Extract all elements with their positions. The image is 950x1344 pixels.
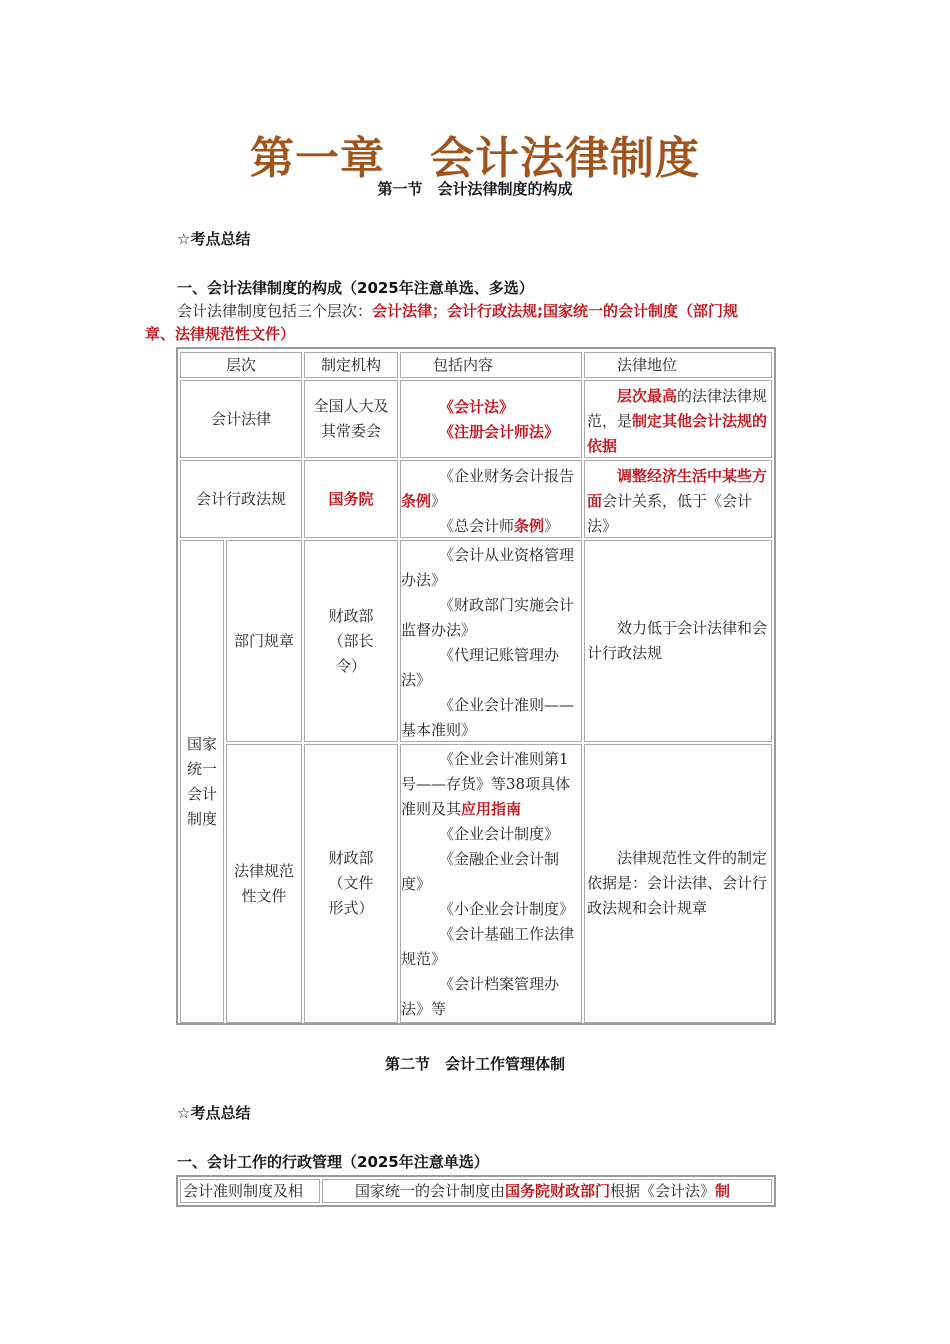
group-label-unified-system: 国家统一会计制度 <box>180 540 224 1023</box>
row3-content-item: 《代理记账管理办法》 <box>401 646 560 689</box>
legal-system-table <box>176 347 776 1025</box>
row2-content-a-end: 》 <box>431 492 447 510</box>
row3-level: 部门规章 <box>226 540 302 742</box>
row1-level: 会计法律 <box>180 380 302 458</box>
section-heading-1: 第一节 会计法律制度的构成 <box>377 180 573 198</box>
row1-status-plain: 的法律法律规范，是 <box>587 387 768 430</box>
row2-content-a-red: 条例 <box>401 492 432 510</box>
intro-red-2: 章、法律规范性文件） <box>145 325 296 343</box>
admin-row-label: 会计准则制度及相 <box>180 1179 320 1203</box>
row1-status <box>584 380 772 458</box>
row2-status <box>584 460 772 538</box>
row2-content <box>400 460 582 538</box>
intro-line-1 <box>177 300 817 323</box>
row4-content-item: 《小企业会计制度》 <box>439 900 575 918</box>
row4-content-first <box>401 747 581 822</box>
row4-content-first-plain: 《企业会计准则第1号——存货》等38项具体准则及其 <box>401 750 571 818</box>
section-heading-2: 第二节 会计工作管理体制 <box>384 1055 565 1073</box>
intro-red-1: 会计法律；会计行政法规;国家统一的会计制度（部门规 <box>372 302 739 320</box>
intro-plain: 会计法律制度包括三个层次： <box>177 302 373 320</box>
admin-row-plain-2: 根据《会计法》 <box>610 1181 716 1200</box>
row4-content-item: 《会计档案管理办法》等 <box>401 975 560 1018</box>
intro-line-2 <box>145 323 295 346</box>
admin-row-red-2: 制 <box>715 1181 731 1200</box>
row2-org-text: 国务院 <box>328 489 374 508</box>
admin-row-plain-1: 国家统一的会计制度由 <box>355 1181 506 1200</box>
row3-org: 财政部（部长令） <box>304 540 398 742</box>
header-org: 制定机构 <box>304 352 398 378</box>
point-heading-1: 一、会计法律制度的构成（2025年注意单选、多选） <box>177 279 534 297</box>
row1-status-red2: 制定其他会计法规的依据 <box>587 412 768 455</box>
row2-status-plain: 会计关系，低于《会计法》 <box>587 492 753 535</box>
row4-content <box>400 744 582 1023</box>
admin-row-red-1: 国务院财政部门 <box>505 1181 611 1200</box>
row3-content-item: 《会计从业资格管理办法》 <box>401 546 575 589</box>
row3-content <box>400 540 582 742</box>
row4-content-item: 《金融企业会计制度》 <box>401 850 560 893</box>
row2-org <box>304 460 398 538</box>
header-level: 层次 <box>180 352 302 378</box>
row1-content-item: 《会计法》 <box>439 398 515 416</box>
header-content: 包括内容 <box>400 352 582 378</box>
row2-content-b: 《总会计师 <box>439 517 515 535</box>
row2-level: 会计行政法规 <box>180 460 302 538</box>
point-heading-2: 一、会计工作的行政管理（2025年注意单选） <box>177 1153 489 1171</box>
row2-content-b-end: 》 <box>544 517 560 535</box>
header-status: 法律地位 <box>584 352 772 378</box>
row4-content-first-red: 应用指南 <box>461 800 522 818</box>
row2-status-red: 调整经济生活中某些方面 <box>587 467 768 510</box>
row4-status: 法律规范性文件的制定依据是：会计法律、会计行政法规和会计规章 <box>584 744 772 1023</box>
summary-label-2: ☆考点总结 <box>177 1104 251 1122</box>
row3-content-item: 《财政部门实施会计监督办法》 <box>401 596 575 639</box>
chapter-title: 第一章 会计法律制度 <box>250 133 700 184</box>
summary-label-1: ☆考点总结 <box>177 230 251 248</box>
row3-status: 效力低于会计法律和会计行政法规 <box>584 540 772 742</box>
row1-content-item: 《注册会计师法》 <box>439 423 560 441</box>
admin-row-content <box>322 1179 772 1203</box>
row4-content-item: 《企业会计制度》 <box>439 825 560 843</box>
row4-org: 财政部（文件形式） <box>304 744 398 1023</box>
row1-content <box>400 380 582 458</box>
row4-content-item: 《会计基础工作法律规范》 <box>401 925 575 968</box>
admin-management-table <box>176 1175 776 1207</box>
row3-content-item: 《企业会计准则——基本准则》 <box>401 696 575 739</box>
row2-content-a: 《企业财务会计报告 <box>439 467 575 485</box>
row2-content-b-red: 条例 <box>514 517 545 535</box>
row1-org: 全国人大及其常委会 <box>304 380 398 458</box>
row1-status-red1: 层次最高 <box>617 387 678 405</box>
row4-level: 法律规范性文件 <box>226 744 302 1023</box>
